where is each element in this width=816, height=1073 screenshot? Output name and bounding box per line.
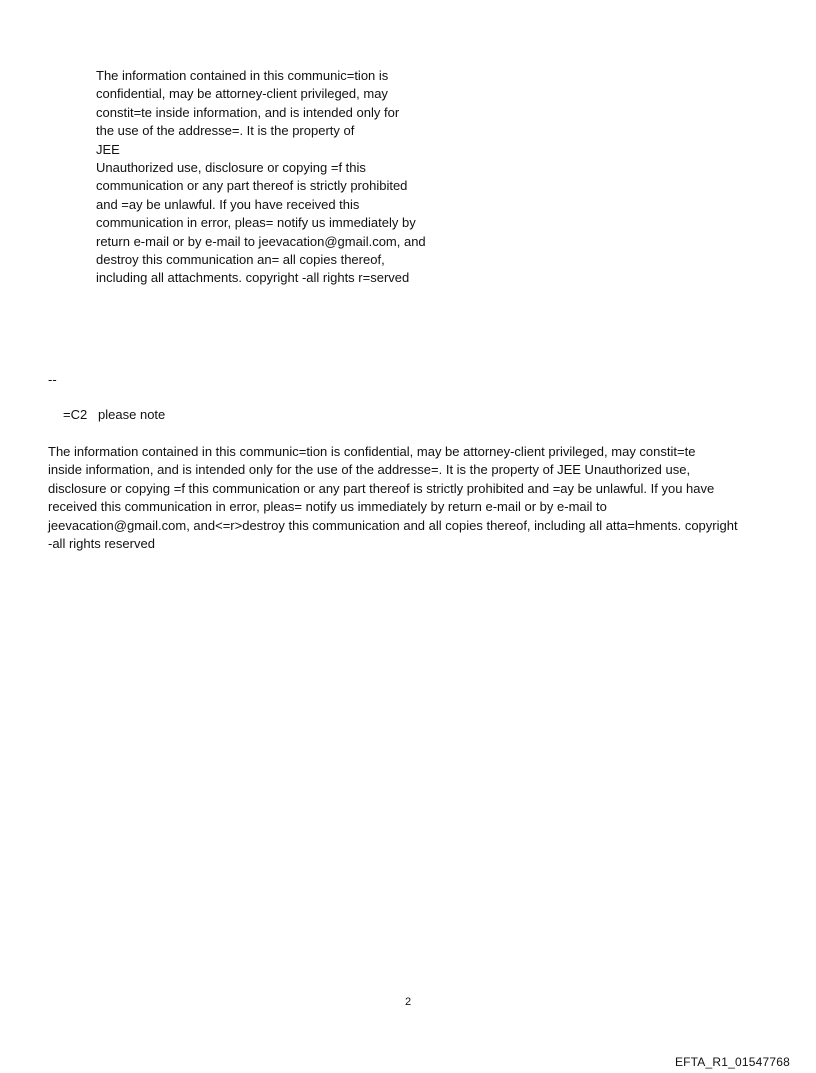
confidentiality-notice-indented (96, 67, 476, 288)
please-note-line: =C2 please note (63, 407, 166, 422)
notice-line: communication or any part thereof is strictly prohibited (96, 178, 408, 194)
notice-line: received this communication in error, pleas= notify us immediately by return e-mail or by e-mail to (48, 499, 607, 515)
signature-separator: -- (48, 372, 57, 387)
confidentiality-notice-full (48, 443, 778, 553)
notice-line: the use of the addresse=. It is the property of (96, 123, 355, 139)
notice-line: disclosure or copying =f this communication or any part thereof is strictly prohibited and =ay be unlawful. If you have (48, 480, 715, 496)
notice-line: JEE (96, 141, 120, 157)
notice-line: -all rights reserved (48, 536, 155, 552)
notice-line: jeevacation@gmail.com, and<=r>destroy this communication and all copies thereof, including all atta=hments. copyright (48, 517, 738, 533)
page-number: 2 (404, 996, 412, 1008)
notice-line: The information contained in this communic=tion is (96, 68, 389, 83)
notice-line: inside information, and is intended only for the use of the addresse=. It is the property of JEE Unauthorized use, (48, 462, 691, 478)
notice-line: including all attachments. copyright -all rights r=served (96, 270, 410, 286)
notice-line: constit=te inside information, and is intended only for (96, 104, 400, 120)
notice-line: Unauthorized use, disclosure or copying =f this (96, 160, 366, 176)
notice-line: The information contained in this communic=tion is confidential, may be attorney-client privileged, may constit=te (48, 444, 696, 459)
notice-line: confidential, may be attorney-client privileged, may (96, 86, 388, 102)
notice-line: and =ay be unlawful. If you have received this (96, 196, 360, 212)
notice-line: destroy this communication an= all copies thereof, (96, 252, 385, 268)
notice-line: communication in error, pleas= notify us immediately by (96, 215, 416, 231)
document-id-stamp: EFTA_R1_01547768 (674, 1055, 790, 1069)
notice-line: return e-mail or by e-mail to jeevacation@gmail.com, and (96, 233, 426, 249)
